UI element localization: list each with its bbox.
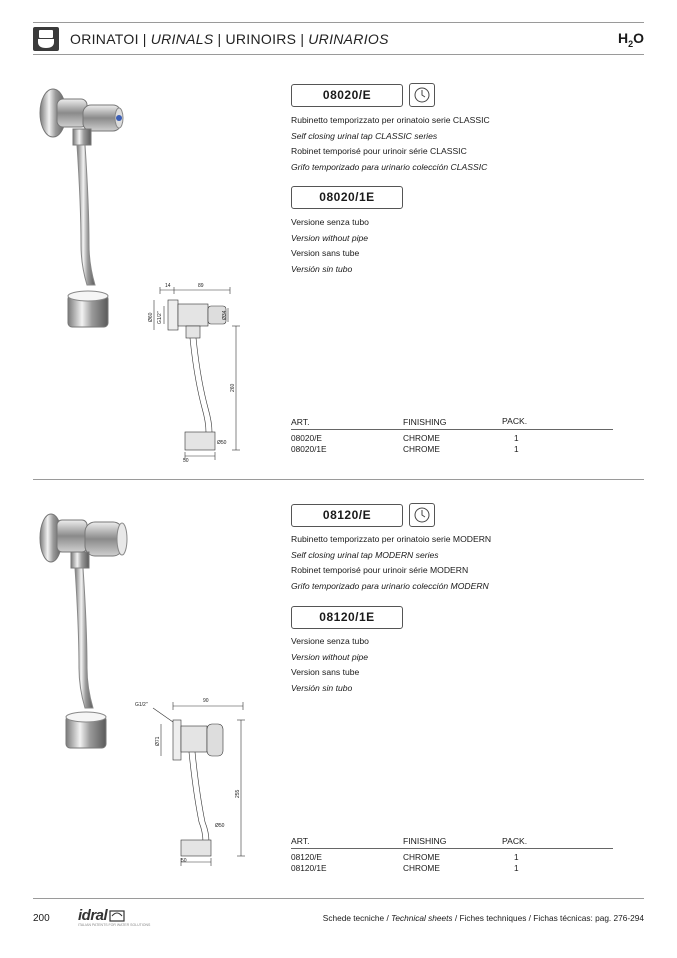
table-header-art: ART.	[291, 417, 310, 427]
dim-label: 89	[198, 283, 204, 289]
variant-code: 08020/1E	[291, 186, 403, 209]
table-cell: CHROME	[403, 444, 440, 454]
product-description: Rubinetto temporizzato per orinatoio serie MODERN Self closing urinal tap MODERN series Robinet temporisé pour urinoir série MODERN Grifo temporizado para urinario colección MODERN	[291, 534, 492, 591]
table-cell: CHROME	[403, 433, 440, 443]
product-photo-classic	[35, 85, 130, 335]
title-separator: |	[300, 31, 305, 47]
title-separator: |	[217, 31, 222, 47]
idral-logo: idral ITALIAN PATENTS FOR WATER SOLUTIONS	[78, 907, 151, 927]
variant-description: Versione senza tubo Version without pipe Version sans tube Versión sin tubo	[291, 217, 369, 274]
title-separator: |	[142, 31, 147, 47]
dim-label: Ø50	[217, 440, 227, 446]
dim-label: G1/2"	[157, 311, 163, 324]
table-header-pack: PACK.	[502, 416, 528, 426]
h2o-logo: $H_2O$	[617, 30, 644, 49]
title-fr: URINOIRS	[225, 31, 297, 47]
table-rule	[291, 848, 613, 849]
dim-label: 50	[181, 858, 187, 864]
table-rule	[291, 429, 613, 430]
title-it: ORINATOI	[70, 31, 139, 47]
page-number: 200	[33, 913, 50, 924]
table-cell: 08020/1E	[291, 444, 327, 454]
table-cell: CHROME	[403, 863, 440, 873]
table-cell: 1	[514, 433, 519, 443]
table-cell: 1	[514, 863, 519, 873]
product-description: Rubinetto temporizzato per orinatoio serie CLASSIC Self closing urinal tap CLASSIC series Robinet temporisé pour urinoir série CLASSIC Grifo temporizado para urinario colección CLASSIC	[291, 115, 490, 172]
product-photo-modern	[35, 506, 130, 756]
dim-label: 50	[183, 458, 189, 464]
title-en: URINALS	[150, 31, 214, 47]
dim-label: 90	[203, 698, 209, 704]
header-bottom-rule	[33, 54, 644, 55]
dim-label: 255	[235, 789, 241, 798]
table-header-pack: PACK.	[502, 836, 528, 846]
technical-drawing-classic	[140, 282, 250, 464]
section-divider	[33, 479, 644, 480]
product-code: 08120/E	[291, 504, 403, 527]
technical-drawing-modern	[133, 694, 248, 870]
dim-label: Ø50	[215, 823, 225, 829]
table-header-finishing: FINISHING	[403, 417, 447, 427]
table-cell: 08020/E	[291, 433, 322, 443]
product-code: 08020/E	[291, 84, 403, 107]
table-cell: 1	[514, 444, 519, 454]
dim-label: Ø71	[155, 736, 161, 746]
dim-label: G1/2"	[135, 702, 148, 708]
dim-label: 14	[165, 283, 171, 289]
footer-reference: Schede tecniche / Technical sheets / Fiches techniques / Fichas técnicas: pag. 276-294	[322, 913, 644, 923]
table-cell: 08120/E	[291, 852, 322, 862]
variant-description: Versione senza tubo Version without pipe Version sans tube Versión sin tubo	[291, 636, 369, 693]
variant-code: 08120/1E	[291, 606, 403, 629]
timer-icon	[409, 503, 435, 527]
dim-label: 260	[230, 383, 236, 392]
dim-label: Ø34	[222, 310, 228, 320]
page-title	[70, 31, 389, 47]
header-top-rule	[33, 22, 644, 23]
urinal-icon	[33, 27, 59, 51]
footer-rule	[33, 898, 644, 899]
timer-icon	[409, 83, 435, 107]
dim-label: Ø60	[148, 312, 154, 322]
table-cell: 1	[514, 852, 519, 862]
title-es: URINARIOS	[308, 31, 389, 47]
table-header-finishing: FINISHING	[403, 836, 447, 846]
table-header-art: ART.	[291, 836, 310, 846]
table-cell: CHROME	[403, 852, 440, 862]
table-cell: 08120/1E	[291, 863, 327, 873]
